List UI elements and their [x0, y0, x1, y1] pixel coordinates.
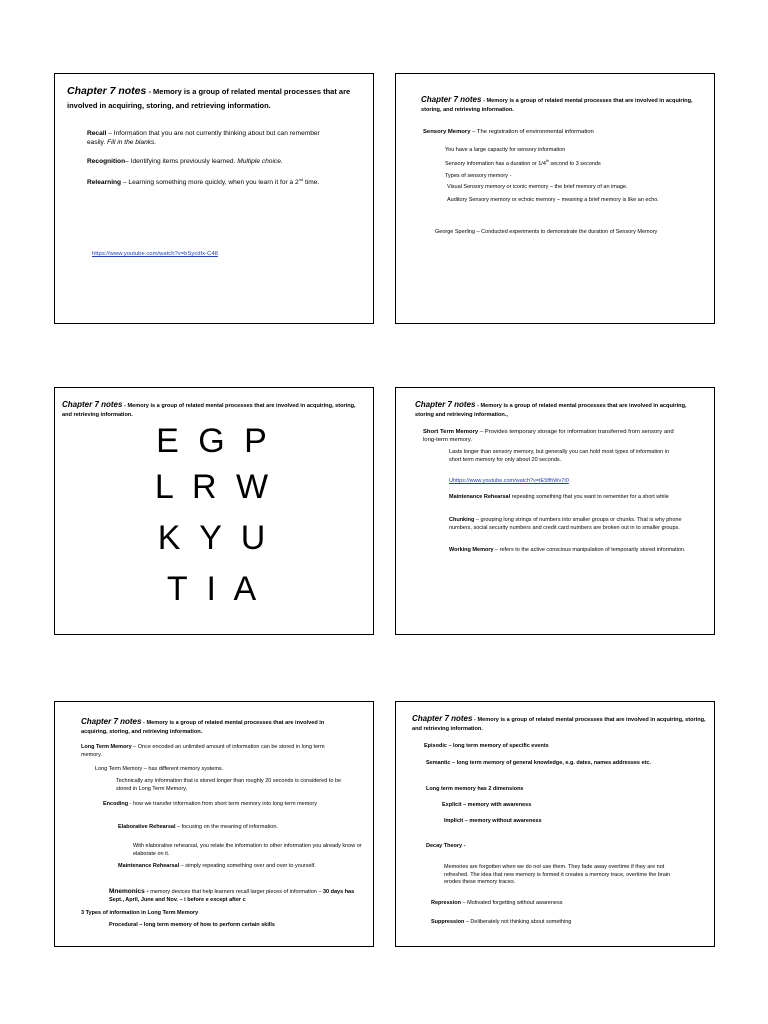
- sperling-text: George Sperling – Conducted experiments to demonstrate the duration of Sensory Memory: [435, 229, 658, 235]
- relearning-text: Relearning – Learning something more quickly, when you learn it for a 2nd time.: [87, 177, 320, 187]
- slide-6: [395, 701, 715, 947]
- letter-row-1: E G P: [156, 422, 272, 460]
- header-intro: Memory is a group of related mental processes that are involved in acquiring, storing, and retrieving information.: [412, 717, 706, 732]
- maintenance-rehearsal-text: Maintenance Rehearsal repeating something that you want to remember for a short while: [449, 494, 669, 500]
- recall-text: Recall – Information that you are not currently thinking about but can remember easily. Fill in the blanks.: [87, 130, 320, 146]
- types-text: 3 Types of information in Long Term Memory: [81, 910, 199, 916]
- header-intro: Memory is a group of related mental processes that are involved in acquiring, storing, and retrieving information.: [421, 98, 693, 113]
- slide-header: Chapter 7 notes - Memory is a group of related mental processes that are involved in acquiring, storing and retrieving information.,: [415, 400, 687, 418]
- explicit-text: Explicit – memory with awareness: [442, 802, 532, 808]
- youtube-link[interactable]: https://www.youtube.com/watch?v=bSycdIx-C48: [92, 251, 218, 257]
- maintenance-rehearsal-text: Maintenance Rehearsal – simply repeating something over and over to yourself.: [118, 863, 316, 869]
- long-term-memory-text: Long Term Memory – Once encoded an unlimited amount of information can be stored in long term memory.: [81, 744, 325, 758]
- lasts-longer-text: Lasts longer than sensory memory, but generally you can hold most types of information in short term memory for only about 20 seconds.: [449, 449, 670, 463]
- slide-header: Chapter 7 notes - Memory is a group of related mental processes that are involved in acquiring, storing, and retrieving information.: [67, 85, 351, 110]
- procedural-text: Procedural – long term memory of how to perform certain skills: [109, 922, 275, 928]
- capacity-text: You have a large capacity for sensory information: [445, 147, 566, 153]
- types-text: Types of sensory memory -: [445, 173, 512, 179]
- slide-3: [54, 387, 374, 635]
- slide-header: Chapter 7 notes - Memory is a group of related mental processes that are involved in acquiring, storing, and retrieving information.: [62, 400, 356, 418]
- decay-theory-title: Decay Theory -: [426, 843, 466, 849]
- elaborative-note-text: With elaborative rehearsal, you relate the information to other information you already know or elaborate on it.: [133, 843, 362, 857]
- technically-text: Technically any information that is stored longer than roughly 20 seconds is considered to be stored in Long Term Memory.: [116, 778, 342, 792]
- repression-text: Repression – Motivated forgetting without awareness: [431, 900, 563, 906]
- slide-4: [395, 387, 715, 635]
- chapter-title: Chapter 7 notes: [62, 400, 123, 409]
- header-intro: Memory is a group of related mental processes that are involved in acquiring, storing, and retrieving information.: [67, 87, 351, 110]
- short-term-memory-text: Short Term Memory – Provides temporary storage for information transferred from sensory and long-term memory.: [423, 429, 674, 444]
- chapter-title: Chapter 7 notes: [421, 95, 482, 104]
- chapter-title: Chapter 7 notes: [81, 717, 142, 726]
- header-intro: Memory is a group of related mental processes that are involved in acquiring, storing, and retrieving information.: [62, 403, 356, 418]
- header-intro: Memory is a group of related mental processes that are involved in acquiring, storing, and retrieving information.: [81, 720, 325, 735]
- recognition-text: Recognition– Identifying items previously learned. Multiple choice.: [87, 158, 283, 165]
- letter-row-4: T I A: [166, 570, 262, 608]
- letter-row-3: K Y U: [157, 519, 271, 557]
- episodic-text: Episodic – long term memory of specific events: [424, 743, 549, 749]
- slide-1: [54, 73, 374, 324]
- suppression-text: Suppression – Deliberately not thinking about something: [431, 919, 572, 925]
- slide-header: Chapter 7 notes - Memory is a group of related mental processes that are involved in acquiring, storing, and retrieving information.: [81, 717, 325, 735]
- memory-systems-text: Long Term Memory – has different memory systems.: [95, 766, 224, 772]
- visual-text: Visual Sensory memory or iconic memory – the brief memory of an image.: [447, 184, 628, 190]
- slide-header: Chapter 7 notes - Memory is a group of related mental processes that are involved in acquiring, storing, and retrieving information.: [421, 95, 693, 113]
- header-intro: Memory is a group of related mental processes that are involved in acquiring, storing and retrieving information.,: [415, 403, 687, 418]
- youtube-link[interactable]: Uhttps://www.youtube.com/watch?v=tE5ffhWv7I0: [449, 478, 569, 484]
- slide-5: [54, 701, 374, 947]
- auditory-text: Auditory Sensory memory or echoic memory – meaning a brief memory is like an echo.: [447, 197, 659, 203]
- slide-2: [395, 73, 715, 324]
- decay-theory-text: Memories are forgotten when we do not use them. They fade away overtime if they are not refreshed. The idea that new memory is formed it creates a memory trace, overtime the brain erodes these memory traces.: [444, 864, 671, 886]
- working-memory-text: Working Memory – refers to the active conscious manipulation of temporarily stored information.: [449, 547, 686, 553]
- slide-header: Chapter 7 notes - Memory is a group of related mental processes that are involved in acquiring, storing, and retrieving information.: [412, 714, 706, 732]
- encoding-text: Encoding - how we transfer information from short term memory into long term memory: [103, 801, 317, 807]
- implicit-text: Implicit – memory without awareness: [444, 818, 542, 824]
- mnemonics-text: Mnemonics - memory devices that help learners recall larger pieces of information – 30 days has Sept., April, June and Nov. – i before e except after c: [109, 888, 355, 903]
- sensory-memory-text: Sensory Memory – The registration of environmental information: [423, 129, 594, 135]
- duration-text: Sensory information has a duration or 1/4th second to 3 seconds: [445, 159, 601, 167]
- chunking-text: Chunking – grouping long strings of numbers into smaller groups or chunks. That is why phone numbers, social security numbers and credit card numbers are broken out in to smaller groups.: [449, 517, 682, 531]
- chapter-title: Chapter 7 notes: [67, 85, 147, 97]
- dimensions-text: Long term memory has 2 dimensions: [426, 786, 524, 792]
- chapter-title: Chapter 7 notes: [412, 714, 473, 723]
- semantic-text: Semantic – long term memory of general knowledge, e.g. dates, names addresses etc.: [426, 760, 651, 766]
- letter-row-2: L R W: [154, 468, 274, 506]
- elaborative-rehearsal-text: Elaborative Rehearsal – focusing on the meaning of information.: [118, 824, 278, 830]
- chapter-title: Chapter 7 notes: [415, 400, 476, 409]
